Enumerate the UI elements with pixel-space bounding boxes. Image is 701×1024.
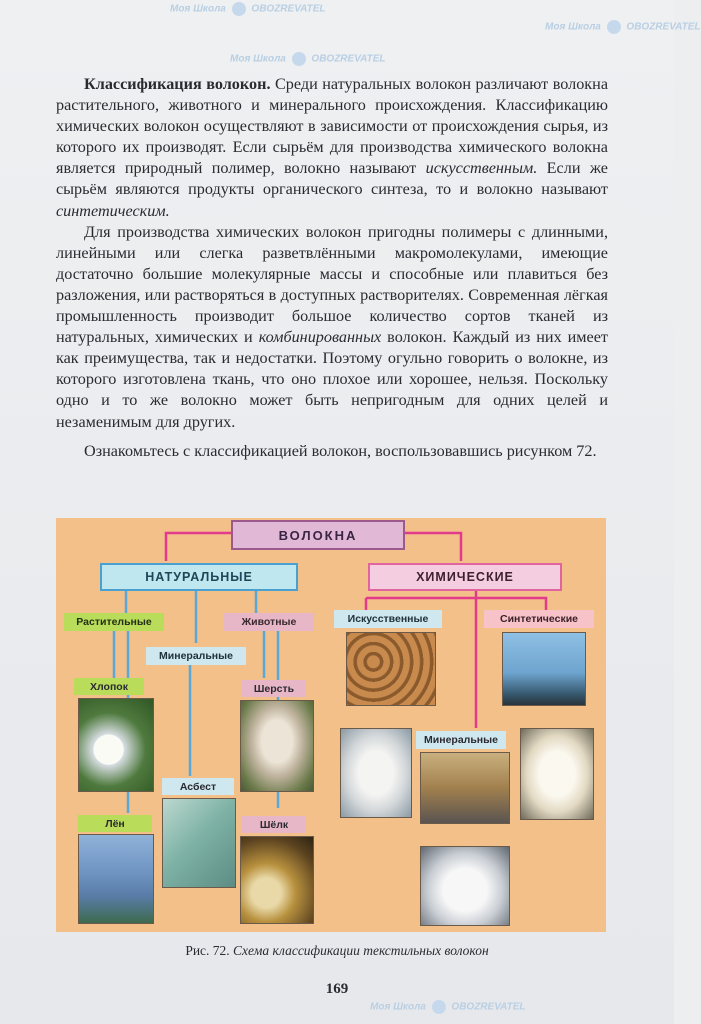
caption-text: Схема классификации текстильных волокон	[233, 943, 489, 958]
term-synthetic: синтетическим.	[56, 201, 170, 220]
box-fibers-root: ВОЛОКНА	[231, 520, 405, 550]
box-mineral-natural: Минеральные	[146, 647, 246, 665]
box-plant: Растительные	[64, 613, 164, 631]
paragraph-1	[56, 74, 608, 222]
watermark-brand-text: OBOZREVATEL	[451, 1001, 526, 1013]
box-natural: НАТУРАЛЬНЫЕ	[100, 563, 298, 591]
watermark-brand-text: OBOZREVATEL	[251, 3, 326, 15]
term-artificial: искусственным.	[425, 159, 538, 178]
watermark-logo-icon	[432, 1000, 446, 1014]
paragraph-heading: Классификация волокон.	[84, 75, 271, 93]
fiber-classification-diagram	[56, 518, 606, 932]
paragraph-2	[56, 222, 608, 433]
watermark-top-right	[545, 20, 701, 34]
mineral-raw-photo	[420, 752, 510, 824]
box-cotton: Хлопок	[74, 678, 144, 695]
box-silk: Шёлк	[242, 816, 306, 833]
connector-chemical-branch	[366, 598, 546, 610]
artificial-fiber-photo	[340, 728, 412, 818]
box-wool: Шерсть	[242, 680, 306, 697]
watermark-brand-text: OBOZREVATEL	[311, 53, 386, 65]
page-number: 169	[325, 981, 349, 997]
watermark-logo-icon	[607, 20, 621, 34]
box-artificial: Искусственные	[334, 610, 442, 628]
box-asbestos: Асбест	[162, 778, 234, 795]
watermark-bottom	[370, 1000, 526, 1014]
watermark-brand-text: OBOZREVATEL	[626, 21, 701, 33]
text-run: Для производства химических волокон пригодны полимеры с длинными, линейными или слегка разветвлёнными макромолекулами, имеющие достаточно большие молекулярные массы и способные или плавиться без разложения, или растворяться в доступных растворителях. Современная лёгкая промышленность производит большое количество сортов тканей из натуральных, химических и	[56, 222, 608, 347]
watermark-school-text: Моя Школа	[370, 1001, 426, 1013]
caption-label: Рис. 72.	[185, 943, 230, 958]
box-animal: Животные	[224, 613, 314, 631]
term-combined: комбинированных	[258, 328, 382, 347]
text-run: Если же сырьём являются продукты органического синтеза, то и волокно называют	[56, 159, 608, 199]
asbestos-photo	[162, 798, 236, 888]
watermark-school-text: Моя Школа	[170, 3, 226, 15]
flax-photo	[78, 834, 154, 924]
text-run: Среди натуральных волокон различают волокна растительного, животного и минерального происхождения. Классификацию химических волокон осуществляют в зависимости от происхождения сырья, из которого их производят. Если сырьём для производства химического волокна является природный полимер, волокно называют	[56, 75, 609, 178]
watermark-mid	[230, 52, 386, 66]
synthetic-fiber-photo	[520, 728, 594, 820]
mineral-fiber-photo	[420, 846, 510, 926]
connector-root-chemical	[401, 533, 461, 561]
box-mineral-chemical: Минеральные	[416, 731, 506, 749]
watermark-top	[170, 2, 326, 16]
box-chemical: ХИМИЧЕСКИЕ	[368, 563, 562, 591]
oil-pumps-photo	[502, 632, 586, 706]
silk-photo	[240, 836, 314, 924]
wood-logs-photo	[346, 632, 436, 706]
text-run: волокон. Каждый из них имеет как преимущества, так и недостатки. Поэтому огульно говорить о волокне, из которого изготовлена ткань, что оно плохое или хорошее, нельзя. Поскольку одно и то же волокно может быть непригодным для одних целей и незаменимым для других.	[56, 328, 608, 431]
watermark-logo-icon	[292, 52, 306, 66]
paragraph-3: Ознакомьтесь с классификацией волокон, воспользовавшись рисунком 72.	[84, 441, 597, 460]
watermark-school-text: Моя Школа	[545, 21, 601, 33]
box-synthetic: Синтетические	[484, 610, 594, 628]
body-text	[56, 74, 608, 462]
watermark-school-text: Моя Школа	[230, 53, 286, 65]
connector-root-natural	[166, 533, 231, 561]
figure-caption	[0, 943, 674, 959]
watermark-logo-icon	[232, 2, 246, 16]
cotton-photo	[78, 698, 154, 792]
wool-photo	[240, 700, 314, 792]
box-flax: Лён	[78, 815, 152, 832]
